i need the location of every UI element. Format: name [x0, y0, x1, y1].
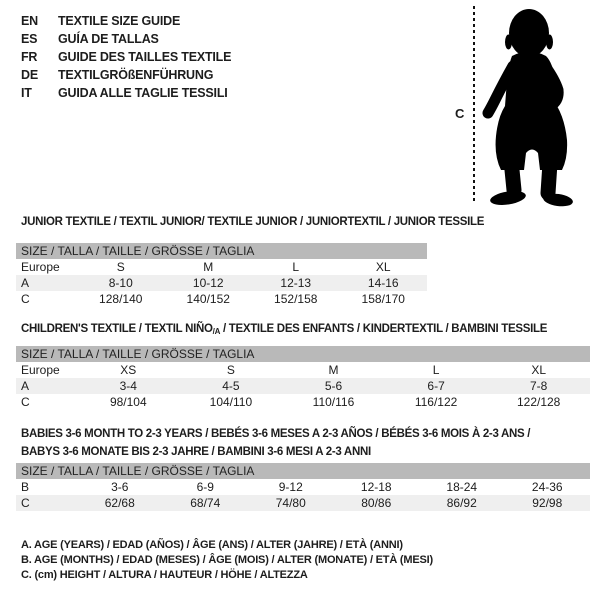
table-cell: 14-16 [367, 276, 399, 290]
table-row [16, 291, 427, 307]
language-row [21, 30, 231, 48]
table-cell: 24-36 [531, 480, 563, 494]
language-code: FR [21, 50, 38, 64]
table-row [16, 479, 590, 495]
table-cell: 9-12 [278, 480, 303, 494]
table-cell: 92/98 [532, 496, 563, 510]
children-table-title [21, 322, 547, 339]
babies-size-table [16, 463, 590, 511]
row-label: C [21, 395, 30, 409]
table-cell: XS [120, 363, 137, 377]
language-title: GUIDA ALLE TAGLIE TESSILI [58, 86, 228, 100]
language-list [21, 12, 231, 102]
language-row [21, 12, 231, 30]
junior-table-title: JUNIOR TEXTILE / TEXTIL JUNIOR/ TEXTILE JUNIOR / JUNIORTEXTIL / JUNIOR TESSILE [21, 216, 485, 228]
language-title: GUÍA DE TALLAS [58, 32, 159, 46]
table-row [16, 394, 590, 410]
table-cell: XL [375, 260, 391, 274]
language-row [21, 48, 231, 66]
table-cell: 122/128 [516, 395, 561, 409]
footnote: B. AGE (MONTHS) / EDAD (MESES) / ÂGE (MOIS) / ALTER (MONATE) / ETÀ (MESI) [21, 554, 433, 566]
table-cell: 86/92 [446, 496, 477, 510]
footnotes [21, 538, 433, 583]
table-cell: 6-9 [196, 480, 214, 494]
table-cell: 62/68 [104, 496, 135, 510]
height-measure-label: C [455, 106, 465, 121]
table-cell: 5-6 [324, 379, 343, 393]
language-code: IT [21, 86, 32, 100]
children-title-pre: CHILDREN'S TEXTILE / TEXTIL NIÑO [21, 323, 213, 335]
language-code: DE [21, 68, 38, 82]
table-cell: M [203, 260, 214, 274]
size-header-bar: SIZE / TALLA / TAILLE / GRÖSSE / TAGLIA [16, 346, 590, 362]
table-cell: S [226, 363, 235, 377]
table-cell: 158/170 [361, 292, 405, 306]
table-cell: 12-18 [360, 480, 392, 494]
table-cell: L [292, 260, 300, 274]
footnote: A. AGE (YEARS) / EDAD (AÑOS) / ÂGE (ANS) / ALTER (JAHRE) / ETÀ (ANNI) [21, 539, 403, 551]
table-cell: 12-13 [280, 276, 312, 290]
language-title: TEXTILGRÖßENFÜHRUNG [58, 68, 214, 82]
footnote: C. (cm) HEIGHT / ALTURA / HAUTEUR / HÖHE / ALTEZZA [21, 569, 308, 581]
language-row [21, 84, 231, 102]
table-row [16, 275, 427, 291]
table-cell: 68/74 [190, 496, 221, 510]
row-label: C [21, 292, 30, 306]
table-cell: 104/110 [209, 395, 253, 409]
row-label: A [21, 276, 30, 290]
table-cell: 128/140 [99, 292, 143, 306]
table-cell: 80/86 [361, 496, 392, 510]
children-size-table [16, 346, 590, 410]
baby-silhouette-icon [480, 0, 600, 210]
table-cell: 6-7 [427, 379, 445, 393]
babies-title-line2: BABYS 3-6 MONATE BIS 2-3 JAHRE / BAMBINI 3-6 MESI A 2-3 ANNI [21, 446, 371, 458]
table-row [16, 378, 590, 394]
table-cell: 140/152 [186, 292, 230, 306]
size-header-bar: SIZE / TALLA / TAILLE / GRÖSSE / TAGLIA [16, 243, 427, 259]
table-cell: 152/158 [274, 292, 318, 306]
height-measure-dashed-line [473, 6, 475, 204]
table-cell: 7-8 [530, 379, 548, 393]
row-label: Europe [21, 363, 60, 377]
babies-title-line1: BABIES 3-6 MONTH TO 2-3 YEARS / BEBÉS 3-6 MESES A 2-3 AÑOS / BÉBÉS 3-6 MOIS À 2-3 ANS / [21, 428, 531, 440]
row-label: A [21, 379, 30, 393]
size-header-bar: SIZE / TALLA / TAILLE / GRÖSSE / TAGLIA [16, 463, 590, 479]
babies-table-title [21, 425, 530, 461]
table-cell: 74/80 [275, 496, 306, 510]
language-code: ES [21, 32, 38, 46]
language-title: TEXTILE SIZE GUIDE [58, 14, 181, 28]
table-cell: 4-5 [222, 379, 240, 393]
table-cell: 10-12 [192, 276, 224, 290]
table-row [16, 495, 590, 511]
table-cell: 110/116 [312, 395, 355, 409]
table-cell: S [116, 260, 125, 274]
language-row [21, 66, 231, 84]
language-code: EN [21, 14, 38, 28]
table-cell: 116/122 [414, 395, 458, 409]
table-row [16, 259, 427, 275]
table-cell: L [432, 363, 440, 377]
table-cell: M [328, 363, 339, 377]
table-row [16, 362, 590, 378]
table-cell: 98/104 [109, 395, 147, 409]
table-cell: 8-10 [108, 276, 133, 290]
junior-size-table [16, 243, 427, 307]
row-label: B [21, 480, 30, 494]
row-label: C [21, 496, 30, 510]
children-title-subscript: /A [212, 327, 221, 336]
table-cell: 3-4 [119, 379, 137, 393]
children-title-post: / TEXTILE DES ENFANTS / KINDERTEXTIL / BAMBINI TESSILE [220, 323, 548, 335]
table-cell: 18-24 [446, 480, 478, 494]
language-title: GUIDE DES TAILLES TEXTILE [58, 50, 232, 64]
row-label: Europe [21, 260, 60, 274]
table-cell: 3-6 [111, 480, 129, 494]
table-cell: XL [531, 363, 547, 377]
